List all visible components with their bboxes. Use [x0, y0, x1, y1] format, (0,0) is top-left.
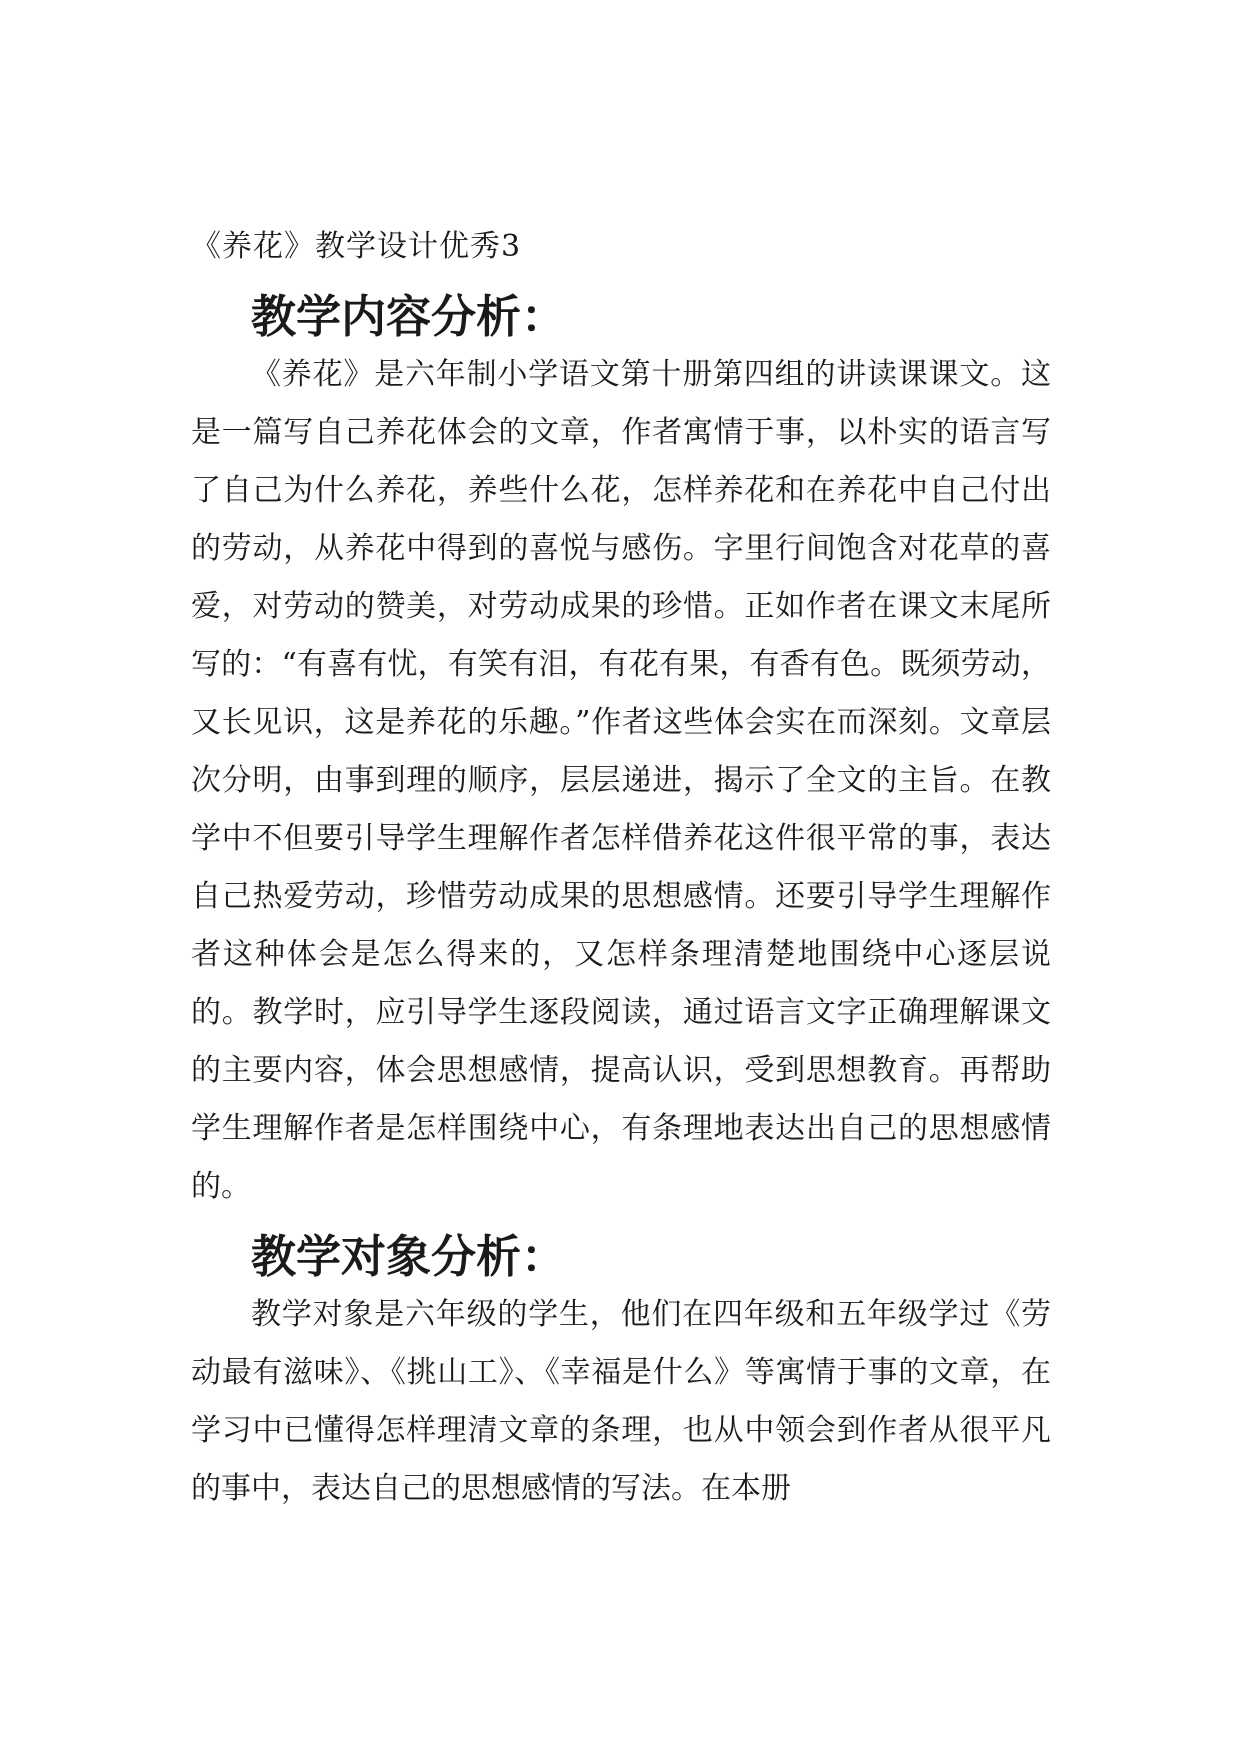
section-heading-audience-analysis: 教学对象分析：	[251, 1230, 567, 1283]
section-heading-content-analysis: 教学内容分析：	[251, 290, 567, 343]
spacer	[191, 1216, 1051, 1228]
document-title: 《养花》教学设计优秀3	[191, 229, 522, 264]
document-body	[191, 218, 1051, 1518]
paragraph-audience-analysis: 教学对象是六年级的学生，他们在四年级和五年级学过《劳动最有滋味》、《挑山工》、《幸福是什么》等寓情于事的文章，在学习中已懂得怎样理清文章的条理，也从中领会到作者从很平凡的事中，表达自己的思想感情的写法。在本册	[191, 1297, 1051, 1506]
paragraph-content-analysis: 《养花》是六年制小学语文第十册第四组的讲读课课文。这是一篇写自己养花体会的文章，作者寓情于事，以朴实的语言写了自己为什么养花，养些什么花，怎样养花和在养花中自己付出的劳动，从养花中得到的喜悦与感伤。字里行间饱含对花草的喜爱，对劳动的赞美，对劳动成果的珍惜。正如作者在课文末尾所写的：“有喜有忧，有笑有泪，有花有果，有香有色。既须劳动，又长见识，这是养花的乐趣。”作者这些体会实在而深刻。文章层次分明，由事到理的顺序，层层递进，揭示了全文的主旨。在教学中不但要引导学生理解作者怎样借养花这件很平常的事，表达自己热爱劳动，珍惜劳动成果的思想感情。还要引导学生理解作者这种体会是怎么得来的，又怎样条理清楚地围绕中心逐层说的。教学时，应引导学生逐段阅读，通过语言文字正确理解课文的主要内容，体会思想感情，提高认识，受到思想教育。再帮助学生理解作者是怎样围绕中心，有条理地表达出自己的思想感情的。	[191, 357, 1051, 1204]
spacer	[191, 276, 1051, 288]
